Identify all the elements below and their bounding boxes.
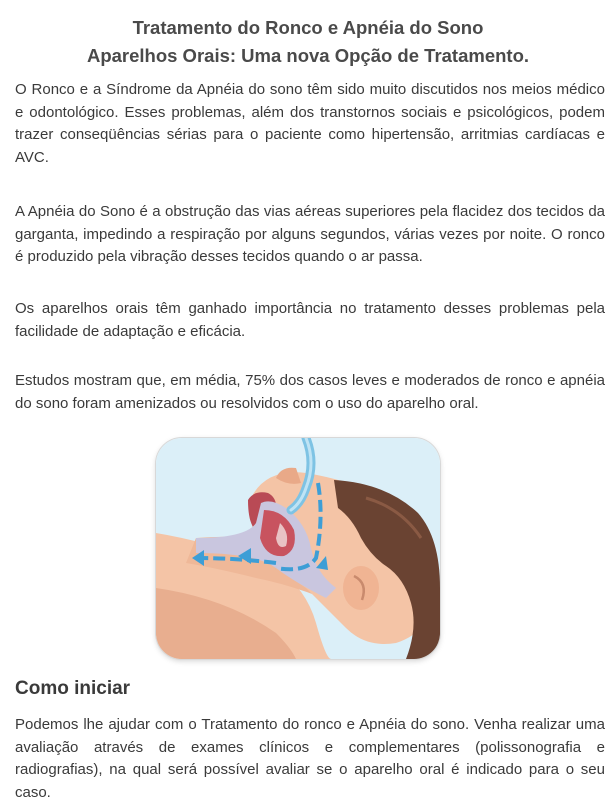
studies-paragraph: Estudos mostram que, em média, 75% dos casos leves e moderados de ronco e apnéia do sono foram amenizados ou resolvidos com o uso do aparelho oral. (15, 372, 605, 412)
page-subtitle: Aparelhos Orais: Uma nova Opção de Tratamento. (86, 45, 530, 66)
oral-appliance-paragraph: Os aparelhos orais têm ganhado importância no tratamento desses problemas pela facilidade de adaptação e eficácia. (15, 300, 605, 340)
section-heading: Como iniciar (15, 678, 131, 699)
apnea-definition-paragraph: A Apnéia do Sono é a obstrução das vias aéreas superiores pela flacidez dos tecidos da garganta, impedindo a respiração por alguns segundos, várias vezes por noite. O ronco é produzido pela vibração desses tecidos quando o ar passa. (15, 203, 605, 265)
airway-illustration-icon (156, 438, 440, 659)
ear (343, 566, 379, 610)
section-paragraph: Podemos lhe ajudar com o Tratamento do ronco e Apnéia do sono. Venha realizar uma avaliação através de exames clínicos e complementares (polissonografia e radiografias), na qual será possível avaliar se o aparelho oral é indicado para o seu caso. (15, 716, 605, 801)
airway-illustration (156, 438, 440, 659)
intro-paragraph: O Ronco e a Síndrome da Apnéia do sono têm sido muito discutidos nos meios médico e odontológico. Esses problemas, além dos transtornos sociais e psicológicos, podem trazer conseqüências sérias para o paciente como hipertensão, arritmias cardíacas e AVC. (15, 81, 605, 166)
page-title: Tratamento do Ronco e Apnéia do Sono (132, 17, 484, 38)
